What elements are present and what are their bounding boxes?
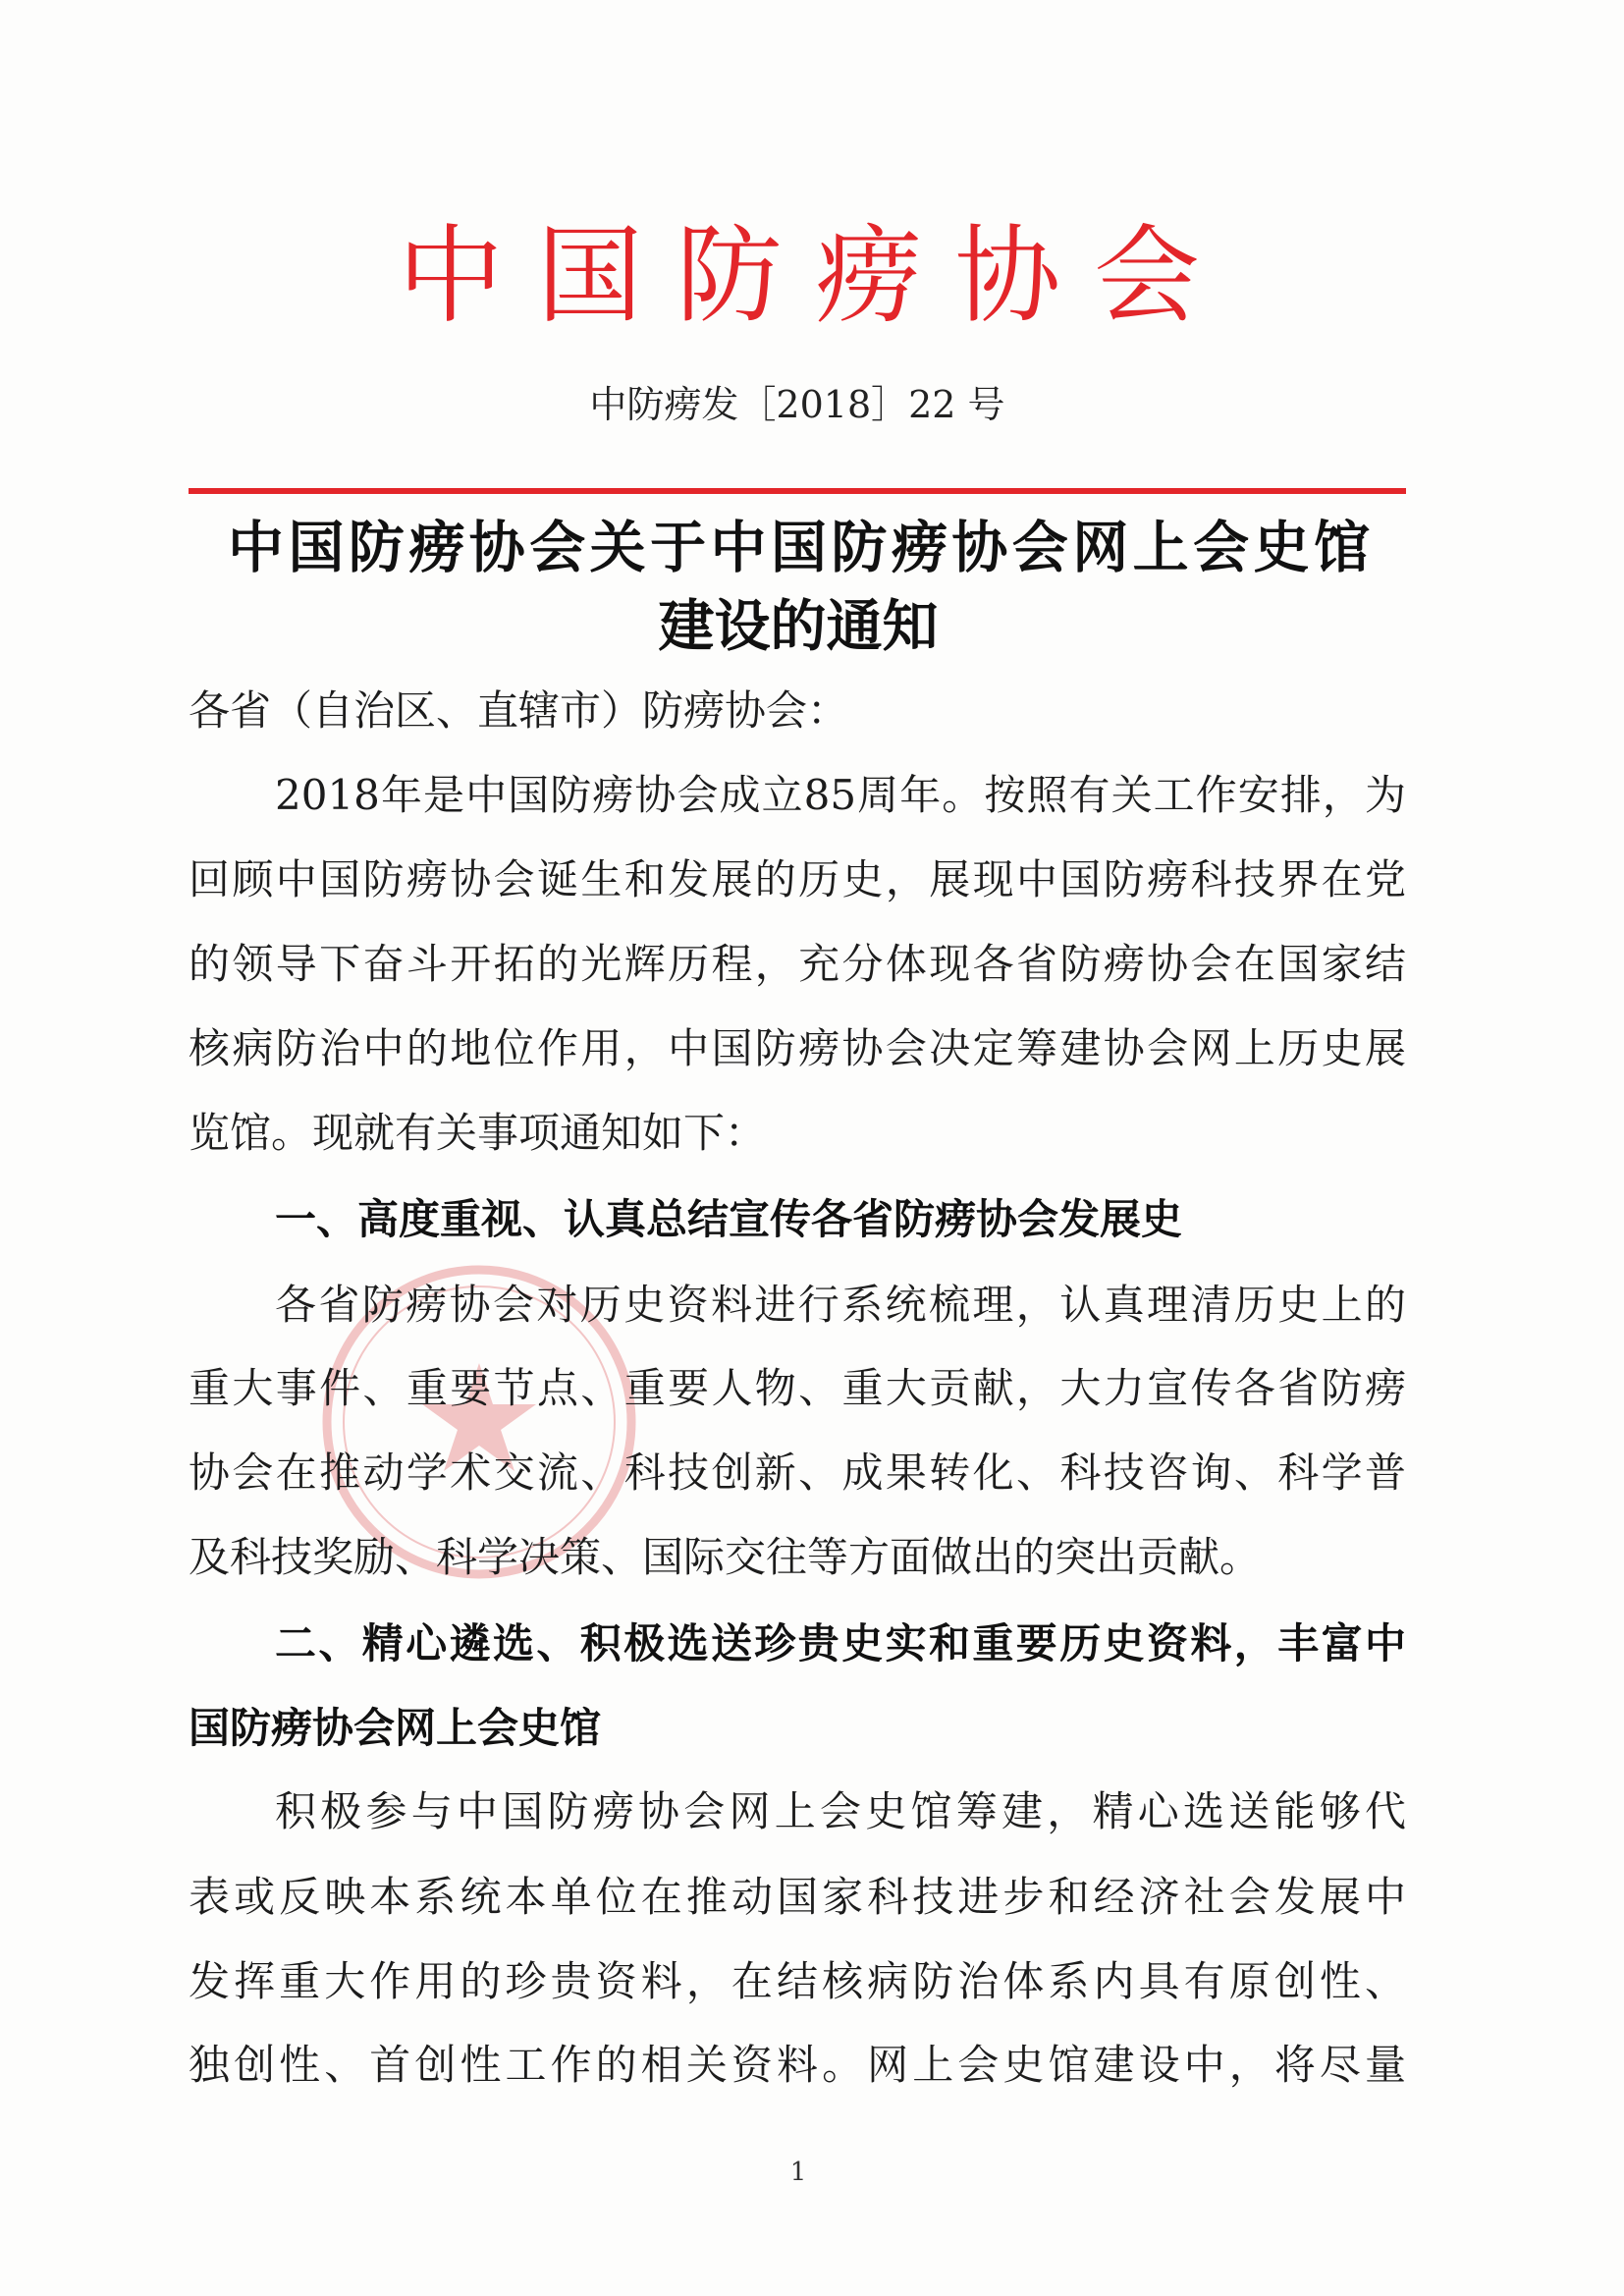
section-1-line: 各省防痨协会对历史资料进行系统梳理，认真理清历史上的 xyxy=(275,1281,1406,1329)
section-2-heading-line-2: 国防痨协会网上会史馆 xyxy=(189,1704,602,1752)
intro-line: 的领导下奋斗开拓的光辉历程，充分体现各省防痨协会在国家结 xyxy=(189,940,1406,988)
red-header-rule xyxy=(189,488,1406,494)
document-title-line-1: 中国防痨协会关于中国防痨协会网上会史馆 xyxy=(228,515,1370,580)
section-2-heading-line-1: 二、精心遴选、积极选送珍贵史实和重要历史资料，丰富中 xyxy=(275,1619,1406,1667)
intro-line: 回顾中国防痨协会诞生和发展的历史，展现中国防痨科技界在党 xyxy=(189,855,1406,903)
section-2-line: 独创性、首创性工作的相关资料。网上会史馆建设中，将尽量 xyxy=(189,2041,1406,2089)
section-2-line: 积极参与中国防痨协会网上会史馆筹建，精心选送能够代 xyxy=(275,1787,1406,1835)
section-1-line: 及科技奖励、科学决策、国际交往等方面做出的突出贡献。 xyxy=(189,1533,1262,1581)
document-number: 中防痨发［2018］22 号 xyxy=(589,383,1005,426)
section-2-line: 发挥重大作用的珍贵资料，在结核病防治体系内具有原创性、 xyxy=(189,1957,1406,2005)
section-1-line: 协会在推动学术交流、科技创新、成果转化、科技咨询、科学普 xyxy=(189,1449,1406,1497)
issuing-organization-name: 中国防痨协会 xyxy=(398,215,1200,338)
page-number: 1 xyxy=(789,2158,807,2187)
salutation: 各省（自治区、直辖市）防痨协会： xyxy=(189,686,849,735)
section-1-heading: 一、高度重视、认真总结宣传各省防痨协会发展史 xyxy=(275,1195,1183,1243)
section-2-line: 表或反映本系统本单位在推动国家科技进步和经济社会发展中 xyxy=(189,1873,1406,1921)
intro-line: 2018年是中国防痨协会成立85周年。按照有关工作安排，为 xyxy=(275,771,1406,819)
section-1-line: 重大事件、重要节点、重要人物、重大贡献，大力宣传各省防痨 xyxy=(189,1364,1406,1412)
intro-line: 览馆。现就有关事项通知如下： xyxy=(189,1109,767,1157)
intro-line: 核病防治中的地位作用，中国防痨协会决定筹建协会网上历史展 xyxy=(189,1024,1406,1072)
document-title-line-2: 建设的通知 xyxy=(658,593,939,659)
